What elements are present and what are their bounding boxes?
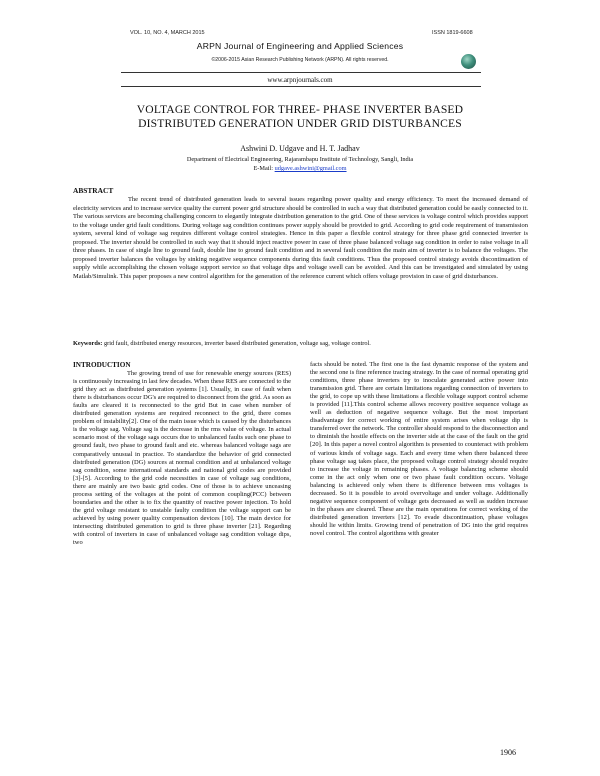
keywords-line — [73, 340, 528, 347]
email-link[interactable]: udgave.ashwini@gmail.com — [274, 165, 347, 172]
journal-name: ARPN Journal of Engineering and Applied Sciences — [196, 41, 404, 51]
author-list: Ashwini D. Udgave and H. T. Jadhav — [240, 144, 360, 153]
introduction-paragraph: The growing trend of use for renewable energy sources (RES) is continuously increasing in last few decades. When these RES are connected to the grid they act as distributed generation systems [1]. Usually, in case of fault when there is disturbances occur DG's are required to disconnect from the grid. As soon as faults are cleared it is reconnected to the grid But in case when number of distributed generation systems are required reconnect to the grid, there comes problem of instability[2]. One of the main issue which is caused by the disturbances is the voltage sag. Voltage sag is the decrease in the rms value of voltage. In actual scenario most of the voltage sags occurs due to unbalanced faults such one phase to ground fault, two phase to ground fault and etc. whereas balanced voltage sags are comparatively unusual in practice. To standardize the behavior of grid connected distributed generation (DG) sources at normal condition and at unbalanced voltage sag condition, some international standards and national grid codes are provided [3]-[5]. According to the grid code necessities in case of voltage sag conditions, there are mainly are two basic grid codes. One of those is to achieve unceasing process setting of the voltages at the point of common coupling(PCC) between boundaries and the other is to fix the quantity of reactive power injection. To hold the grid voltage resistant to unstable faulty condition the voltage support can be achieved by using power quality compensation devices [10]. The main device for intersecting distributed generation to grid is three phase inverter [21]. Regarding with control of inverters in case of unbalanced voltage sag condition voltage dips, two — [73, 370, 291, 547]
volume-info: VOL. 10, NO. 4, MARCH 2015 — [130, 30, 205, 36]
keywords-text: grid fault, distributed energy resources, inverter based distributed generation, voltage sag, voltage control. — [103, 340, 371, 347]
journal-website-link[interactable]: www.arpnjournals.com — [267, 76, 333, 84]
abstract-heading: ABSTRACT — [73, 186, 114, 195]
running-header — [0, 30, 600, 40]
issn-info: ISSN 1819-6608 — [432, 30, 473, 36]
header-rule-top — [121, 72, 481, 73]
introduction-heading: INTRODUCTION — [73, 361, 131, 369]
title-line: DISTRIBUTED GENERATION UNDER GRID DISTURBANCES — [138, 117, 462, 130]
paper-title — [60, 103, 540, 131]
email-label: E-Mail: — [253, 165, 274, 172]
right-column — [310, 361, 528, 538]
page-number: 1906 — [500, 748, 516, 757]
email-line — [0, 165, 600, 172]
copyright-notice: ©2006-2015 Asian Research Publishing Network (ARPN). All rights reserved. — [211, 57, 389, 63]
affiliation: Department of Electrical Engineering, Rajarambapu Institute of Technology, Sangli, India — [186, 156, 414, 163]
introduction-continuation: facts should be noted. The first one is the fast dynamic response of the system and the second one is fine reference tracing strategy. In the case of normal operating grid conditions, three phase inverters try to inoculate generated active power into transmission grid. There are certain limitations regarding connection of inverters to the grid, to cope up with these limitations a flexible voltage support control scheme is provided [11].This control scheme allows recovery positive sequence voltage as well as deduction of negative sequence voltage. But the most important disadvantage for correct working of entire system arises when voltage dip is transferred over the network. The controller should respond to the disconnection and to diminish the hostile effects on the inverter side at the case of the fault on the grid [20]. In this paper a novel control algorithm is presented to counteract with problem of various kinds of voltage sags. Each and every time when there balanced three phase voltage sag takes place, the proposed voltage control strategy should require to increase the voltage in remaining phases. A voltage balancing scheme should come in the act only when one or two phase fault condition occurs. Voltage balancing is achieved only when there is difference between rms voltages is decreased. So it is possible to avoid overvoltage and under voltage. Additionally negative sequence component of voltage gets decreased as well as sudden increase in the phases are cleared. These are the main operations for correct working of the distributed generation inverters [12]. To evade discontinuation, phase voltages should lie within limits. Growing trend of penetration of DG into the grid requires novel control. The control algorithms with greater — [310, 361, 528, 537]
header-rule-bottom — [121, 86, 481, 87]
left-column — [73, 361, 291, 547]
keywords-label: Keywords: — [73, 340, 103, 347]
title-line: VOLTAGE CONTROL FOR THREE- PHASE INVERTER BASED — [136, 103, 464, 116]
abstract-text: The recent trend of distributed generation leads to several issues regarding power quality and energy efficiency. To meet the increased demand of electricity services and to increase service quality the current power grid structure should be controlled in such a way that distributed generation could be easily connected to it. The various services are becoming challenging concern to elegantly integrate distribution generation to the grid. One of these services is voltage control which provides support to the voltage under grid fault conditions. During voltage sag condition continues power supply should be provided to grid. According to grid code requirement of transmission system, several kind of voltage sag requires different voltage control strategies. Hence in this paper a flexible control strategy for three phase grid connected inverter is proposed. The inverter should be controlled in such way that it should inject reactive power in case of three phase balanced voltage sag condition in order to raise voltage in all three phases. In case of single line to ground fault, double line to ground fault condition and in several fault condition the main aim of inverter is to balance the voltages. The proposed inverter balances the voltages by sinking negative sequence components during this fault conditions. Thus the proposed control strategy avoids discontinuation of supply while accomplishing the chosen voltage support service so that voltage dips and voltage swell can be avoided. And this can be investigated and simulated by using Matlab/Simulink. This paper proposes a new control algorithm for the generation of the reference current which offers voltage provision in case of grid disturbances. — [73, 196, 528, 280]
